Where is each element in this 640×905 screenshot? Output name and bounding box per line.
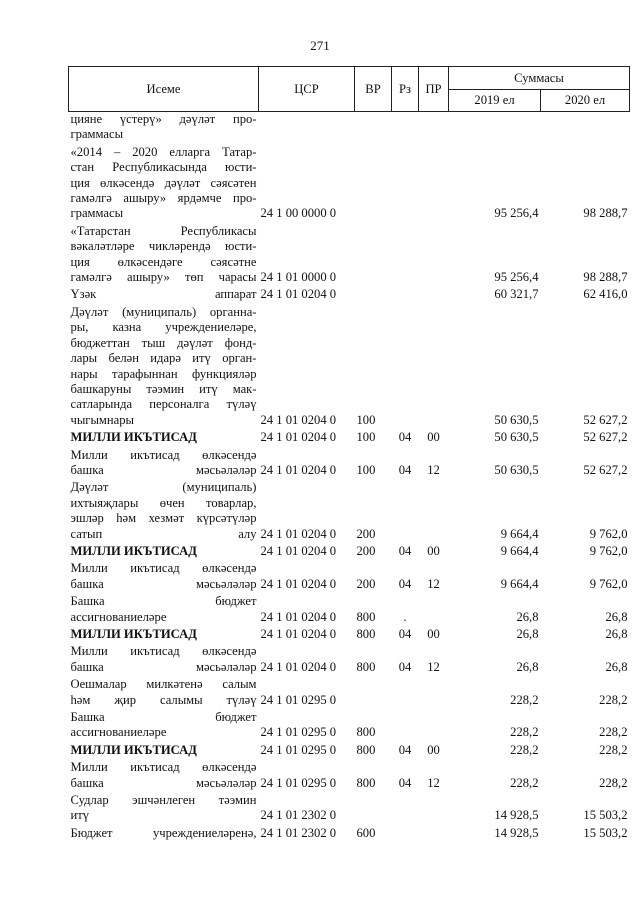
row-name — [69, 561, 259, 594]
row-name-line: Башка бюджет — [70, 594, 257, 609]
row-sum-2019: 9 664,4 — [500, 543, 539, 558]
row-sum-2020: 9 762,0 — [589, 576, 628, 591]
row-csr: 24 1 01 0295 0 — [260, 692, 337, 707]
row-name-line: Дәүләт (муниципаль) — [70, 480, 257, 495]
row-sum-2019: 95 256,4 — [494, 270, 539, 285]
row-name-line: сатларында персоналга түләү — [70, 397, 257, 412]
row-sum-2019: 50 630,5 — [494, 462, 539, 477]
table-row — [69, 480, 630, 544]
row-name-line: «Татарстан Республикасы — [70, 223, 257, 238]
row-sum-2019: 26,8 — [516, 609, 539, 624]
table-row — [69, 544, 630, 561]
row-sum-2019: 50 630,5 — [494, 430, 539, 445]
row-name — [69, 112, 259, 145]
header-sums: Суммасы — [449, 67, 630, 90]
row-csr: 24 1 01 0204 0 — [260, 609, 337, 624]
row-name-line: эшләр һәм хезмәт күрсәтүләр — [70, 511, 257, 526]
row-name-line: Үзәк аппарат — [70, 287, 257, 302]
row-pr — [419, 594, 449, 627]
row-name-line: МИЛЛИ ИКЪТИСАД — [70, 627, 197, 641]
row-pr — [419, 224, 449, 288]
row-name-line: граммасы — [70, 206, 124, 221]
row-name-line: ассигнованиеләре — [70, 725, 167, 740]
row-sum-2019: 228,2 — [510, 725, 539, 740]
row-pr: 12 — [427, 775, 440, 790]
row-name-line: һәм җир салымы түләү — [70, 692, 257, 707]
table-row — [69, 145, 630, 224]
row-rz — [392, 112, 419, 145]
row-name-line: Милли икътисад өлкәсендә — [70, 760, 257, 775]
row-sum-2020: 52 627,2 — [583, 430, 628, 445]
row-sum-2019 — [449, 112, 541, 145]
row-name — [69, 430, 259, 447]
row-name — [69, 826, 259, 843]
row-pr — [419, 112, 449, 145]
row-sum-2019: 228,2 — [510, 742, 539, 757]
row-name-line: Судлар эшчәнлеген тәэмин — [70, 793, 257, 808]
row-sum-2019: 95 256,4 — [494, 206, 539, 221]
row-name-line: итү — [70, 808, 90, 823]
row-sum-2020: 15 503,2 — [583, 825, 628, 840]
row-vr — [355, 677, 392, 710]
row-rz: 04 — [398, 742, 412, 757]
row-sum-2019: 9 664,4 — [500, 576, 539, 591]
header-csr: ЦСР — [259, 67, 355, 112]
row-sum-2020: 98 288,7 — [583, 270, 628, 285]
table-header — [69, 67, 630, 112]
row-csr: 24 1 01 0295 0 — [260, 742, 337, 757]
header-vr: ВР — [355, 67, 392, 112]
row-pr: 00 — [427, 430, 440, 445]
row-name — [69, 743, 259, 760]
row-pr: 12 — [427, 576, 440, 591]
row-csr: 24 1 01 0000 0 — [260, 270, 337, 285]
row-name-line: Оешмалар милкәтенә салым — [70, 677, 257, 692]
table-row — [69, 826, 630, 843]
row-rz: . — [403, 609, 407, 624]
row-name-line: ассигнованиеләре — [70, 609, 167, 624]
row-pr — [419, 287, 449, 304]
row-name-line: вәкаләтләре чикләрендә юсти- — [70, 239, 257, 254]
table-row — [69, 743, 630, 760]
table-body — [69, 112, 630, 844]
row-pr — [419, 145, 449, 224]
row-pr: 00 — [427, 742, 440, 757]
table-row — [69, 594, 630, 627]
row-name-line: гамәлгә ашыру» төп чарасы — [70, 270, 257, 285]
row-sum-2020: 228,2 — [599, 725, 628, 740]
row-csr: 24 1 01 0204 0 — [260, 287, 337, 302]
row-csr: 24 1 01 0204 0 — [260, 462, 337, 477]
row-name-line: башкаруны тәэмин итү мак- — [70, 381, 257, 396]
row-vr: 600 — [356, 825, 376, 840]
row-vr: 800 — [356, 659, 376, 674]
row-pr: 12 — [427, 659, 440, 674]
table-row — [69, 627, 630, 644]
row-name-line: МИЛЛИ ИКЪТИСАД — [70, 543, 197, 558]
row-name — [69, 627, 259, 644]
row-name — [69, 677, 259, 710]
row-sum-2020: 228,2 — [599, 775, 628, 790]
row-rz: 04 — [398, 576, 412, 591]
row-sum-2019: 228,2 — [510, 692, 539, 707]
row-name-line: чыгымнары — [70, 412, 134, 427]
header-year-2019: 2019 ел — [449, 90, 541, 112]
row-name-line: «2014 – 2020 елларга Татар- — [70, 144, 257, 159]
row-rz — [392, 677, 419, 710]
row-name — [69, 480, 259, 544]
row-name-line: башка мәсьәләләр — [70, 775, 257, 790]
row-sum-2019: 60 321,7 — [494, 287, 539, 302]
row-sum-2019: 50 630,5 — [494, 412, 539, 427]
row-name-line: башка мәсьәләләр — [70, 576, 257, 591]
row-name — [69, 145, 259, 224]
row-name-line: нары тарафыннан функцияләр — [70, 366, 257, 381]
row-sum-2019: 228,2 — [510, 775, 539, 790]
row-name — [69, 224, 259, 288]
row-sum-2019: 26,8 — [516, 659, 539, 674]
row-vr: 200 — [356, 526, 376, 541]
row-rz — [392, 710, 419, 743]
table-row — [69, 430, 630, 447]
row-vr: 800 — [356, 725, 376, 740]
row-vr — [355, 145, 392, 224]
row-sum-2020: 26,8 — [605, 627, 628, 641]
row-vr: 200 — [356, 543, 376, 558]
row-rz: 04 — [398, 775, 412, 790]
table-row — [69, 561, 630, 594]
row-name-line: Милли икътисад өлкәсендә — [70, 447, 257, 462]
row-name-line: ихтыяҗлары өчен товарлар, — [70, 495, 257, 510]
budget-table — [68, 66, 630, 843]
row-name-line: сатып алу — [70, 526, 257, 541]
row-name-line: башка мәсьәләләр — [70, 462, 257, 477]
row-csr: 24 1 01 2302 0 — [260, 825, 337, 840]
row-rz — [392, 305, 419, 430]
row-rz — [392, 287, 419, 304]
table-row — [69, 793, 630, 826]
row-csr: 24 1 01 0204 0 — [260, 659, 337, 674]
row-name-line: ция өлкәсендә дәүләт сәясәтен — [70, 175, 257, 190]
row-csr: 24 1 01 0204 0 — [260, 430, 337, 445]
row-csr: 24 1 01 2302 0 — [260, 808, 337, 823]
table-row — [69, 224, 630, 288]
table-row — [69, 644, 630, 677]
row-rz: 04 — [398, 659, 412, 674]
row-csr: 24 1 00 0000 0 — [260, 206, 337, 221]
row-pr — [419, 710, 449, 743]
row-sum-2020: 52 627,2 — [583, 412, 628, 427]
row-csr: 24 1 01 0204 0 — [260, 576, 337, 591]
row-name-line: граммасы — [70, 127, 124, 142]
table-row — [69, 710, 630, 743]
row-vr: 800 — [356, 627, 376, 641]
row-rz: 04 — [398, 543, 412, 558]
row-csr: 24 1 01 0204 0 — [260, 543, 337, 558]
row-pr: 00 — [427, 627, 440, 641]
row-csr: 24 1 01 0295 0 — [260, 725, 337, 740]
row-name-line: МИЛЛИ ИКЪТИСАД — [70, 430, 197, 445]
row-sum-2019: 14 928,5 — [494, 808, 539, 823]
row-name-line: бюджеттан тыш дәүләт фонд- — [70, 335, 257, 350]
row-sum-2020: 26,8 — [605, 609, 628, 624]
row-vr — [355, 793, 392, 826]
row-vr: 800 — [356, 609, 376, 624]
row-rz — [392, 145, 419, 224]
row-name — [69, 287, 259, 304]
header-pr: ПР — [419, 67, 449, 112]
row-name — [69, 594, 259, 627]
row-vr: 200 — [356, 576, 376, 591]
table-row — [69, 677, 630, 710]
row-name-line: Милли икътисад өлкәсендә — [70, 561, 257, 576]
row-rz — [392, 826, 419, 843]
row-name-line: башка мәсьәләләр — [70, 659, 257, 674]
row-name-line: гамәлгә ашыру» ярдәмче про- — [70, 191, 257, 206]
row-name — [69, 710, 259, 743]
row-sum-2020 — [541, 112, 630, 145]
row-vr — [355, 224, 392, 288]
row-name — [69, 305, 259, 430]
row-vr — [355, 112, 392, 145]
row-name-line: Башка бюджет — [70, 710, 257, 725]
row-name-line: Милли икътисад өлкәсендә — [70, 644, 257, 659]
row-sum-2020: 15 503,2 — [583, 808, 628, 823]
row-sum-2020: 9 762,0 — [589, 543, 628, 558]
row-pr: 00 — [427, 543, 440, 558]
row-vr: 100 — [356, 412, 376, 427]
row-pr — [419, 305, 449, 430]
row-sum-2020: 98 288,7 — [583, 206, 628, 221]
header-name: Исеме — [69, 67, 259, 112]
row-rz — [392, 224, 419, 288]
table-row — [69, 448, 630, 481]
row-vr: 800 — [356, 775, 376, 790]
row-vr: 100 — [356, 462, 376, 477]
row-sum-2019: 26,8 — [516, 627, 539, 641]
row-name-line: Дәүләт (муниципаль) органна- — [70, 304, 257, 319]
row-rz — [392, 480, 419, 544]
row-name-line: цияне үстерү» дәүләт про- — [70, 112, 257, 126]
row-pr — [419, 677, 449, 710]
header-year-2020: 2020 ел — [541, 90, 630, 112]
row-name-line: ция өлкәсендәге сәясәтне — [70, 254, 257, 269]
row-pr — [419, 793, 449, 826]
row-name-line: Бюджет учреждениеләренә, — [70, 825, 257, 840]
row-name — [69, 793, 259, 826]
table-row — [69, 305, 630, 430]
row-sum-2020: 9 762,0 — [589, 526, 628, 541]
row-pr — [419, 480, 449, 544]
row-csr: 24 1 01 0204 0 — [260, 412, 337, 427]
row-sum-2020: 228,2 — [599, 692, 628, 707]
row-vr: 100 — [356, 430, 376, 445]
row-sum-2020: 62 416,0 — [583, 287, 628, 302]
row-rz — [392, 793, 419, 826]
row-pr — [419, 826, 449, 843]
row-csr: 24 1 01 0295 0 — [260, 775, 337, 790]
row-csr: 24 1 01 0204 0 — [260, 526, 337, 541]
table-row — [69, 287, 630, 304]
row-rz: 04 — [398, 627, 412, 641]
row-pr: 12 — [427, 462, 440, 477]
row-rz: 04 — [398, 462, 412, 477]
row-name — [69, 760, 259, 793]
row-csr: 24 1 01 0204 0 — [260, 627, 337, 641]
row-vr — [355, 287, 392, 304]
row-rz: 04 — [398, 430, 412, 445]
row-sum-2020: 52 627,2 — [583, 462, 628, 477]
page-number: 271 — [310, 38, 330, 53]
row-name-line: ры, казна учреждениеләре, — [70, 320, 257, 335]
row-sum-2020: 26,8 — [605, 659, 628, 674]
row-name-line: МИЛЛИ ИКЪТИСАД — [70, 742, 197, 757]
row-csr — [259, 112, 355, 145]
row-name — [69, 448, 259, 481]
row-vr: 800 — [356, 742, 376, 757]
row-name-line: лары белән идарә итү орган- — [70, 351, 257, 366]
table-row — [69, 760, 630, 793]
header-rz: Рз — [392, 67, 419, 112]
row-sum-2019: 9 664,4 — [500, 526, 539, 541]
row-sum-2020: 228,2 — [599, 742, 628, 757]
row-name — [69, 644, 259, 677]
row-sum-2019: 14 928,5 — [494, 825, 539, 840]
row-name — [69, 544, 259, 561]
table-row — [69, 112, 630, 145]
row-name-line: стан Республикасында юсти- — [70, 160, 257, 175]
